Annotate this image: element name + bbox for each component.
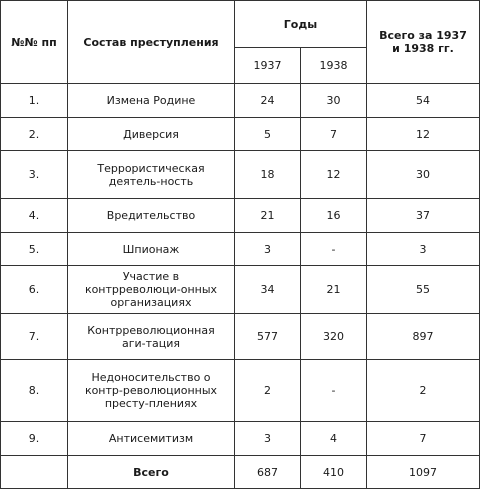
- row-1937: 3: [235, 233, 301, 266]
- row-number: 7.: [1, 314, 68, 360]
- table-row: [1, 422, 480, 456]
- header-total: Всего за 1937 и 1938 гг.: [367, 1, 480, 84]
- row-1938: 4: [301, 422, 367, 456]
- table-row: [1, 199, 480, 233]
- row-total: 7: [367, 422, 480, 456]
- row-1937: 21: [235, 199, 301, 233]
- totals-label: Всего: [68, 456, 235, 489]
- row-total: 55: [367, 266, 480, 314]
- row-number: 3.: [1, 151, 68, 199]
- row-1938: -: [301, 233, 367, 266]
- row-1938: 30: [301, 84, 367, 118]
- totals-number: [1, 456, 68, 489]
- row-1938: 12: [301, 151, 367, 199]
- row-number: 1.: [1, 84, 68, 118]
- table-row: [1, 360, 480, 422]
- row-crime: Контрреволюционная аги-тация: [68, 314, 235, 360]
- row-number: 2.: [1, 118, 68, 151]
- table-row: [1, 151, 480, 199]
- row-1937: 5: [235, 118, 301, 151]
- row-crime: Террористическая деятель-ность: [68, 151, 235, 199]
- row-total: 897: [367, 314, 480, 360]
- row-1938: 16: [301, 199, 367, 233]
- row-1937: 18: [235, 151, 301, 199]
- header-year-1937: 1937: [235, 48, 301, 84]
- row-crime: Диверсия: [68, 118, 235, 151]
- row-crime: Недоносительство о контр-революционных престу-плениях: [68, 360, 235, 422]
- row-1938: 21: [301, 266, 367, 314]
- row-total: 3: [367, 233, 480, 266]
- totals-1938: 410: [301, 456, 367, 489]
- row-1937: 2: [235, 360, 301, 422]
- table-row: [1, 266, 480, 314]
- row-number: 5.: [1, 233, 68, 266]
- table-row: [1, 314, 480, 360]
- row-total: 54: [367, 84, 480, 118]
- row-1938: 320: [301, 314, 367, 360]
- row-1937: 577: [235, 314, 301, 360]
- row-total: 37: [367, 199, 480, 233]
- row-total: 12: [367, 118, 480, 151]
- row-crime: Вредительство: [68, 199, 235, 233]
- row-crime: Шпионаж: [68, 233, 235, 266]
- row-number: 6.: [1, 266, 68, 314]
- row-1938: -: [301, 360, 367, 422]
- totals-1937: 687: [235, 456, 301, 489]
- row-number: 8.: [1, 360, 68, 422]
- row-1937: 24: [235, 84, 301, 118]
- row-total: 30: [367, 151, 480, 199]
- row-crime: Участие в контрреволюци-онных организациях: [68, 266, 235, 314]
- row-crime: Антисемитизм: [68, 422, 235, 456]
- table-row: [1, 233, 480, 266]
- totals-total: 1097: [367, 456, 480, 489]
- row-1937: 34: [235, 266, 301, 314]
- header-number: №№ пп: [1, 1, 68, 84]
- row-total: 2: [367, 360, 480, 422]
- row-crime: Измена Родине: [68, 84, 235, 118]
- row-number: 4.: [1, 199, 68, 233]
- row-1938: 7: [301, 118, 367, 151]
- header-crime: Состав преступления: [68, 1, 235, 84]
- table-row: [1, 118, 480, 151]
- table-row: [1, 84, 480, 118]
- row-number: 9.: [1, 422, 68, 456]
- header-years: Годы: [235, 1, 367, 48]
- totals-row: [1, 456, 480, 489]
- header-year-1938: 1938: [301, 48, 367, 84]
- row-1937: 3: [235, 422, 301, 456]
